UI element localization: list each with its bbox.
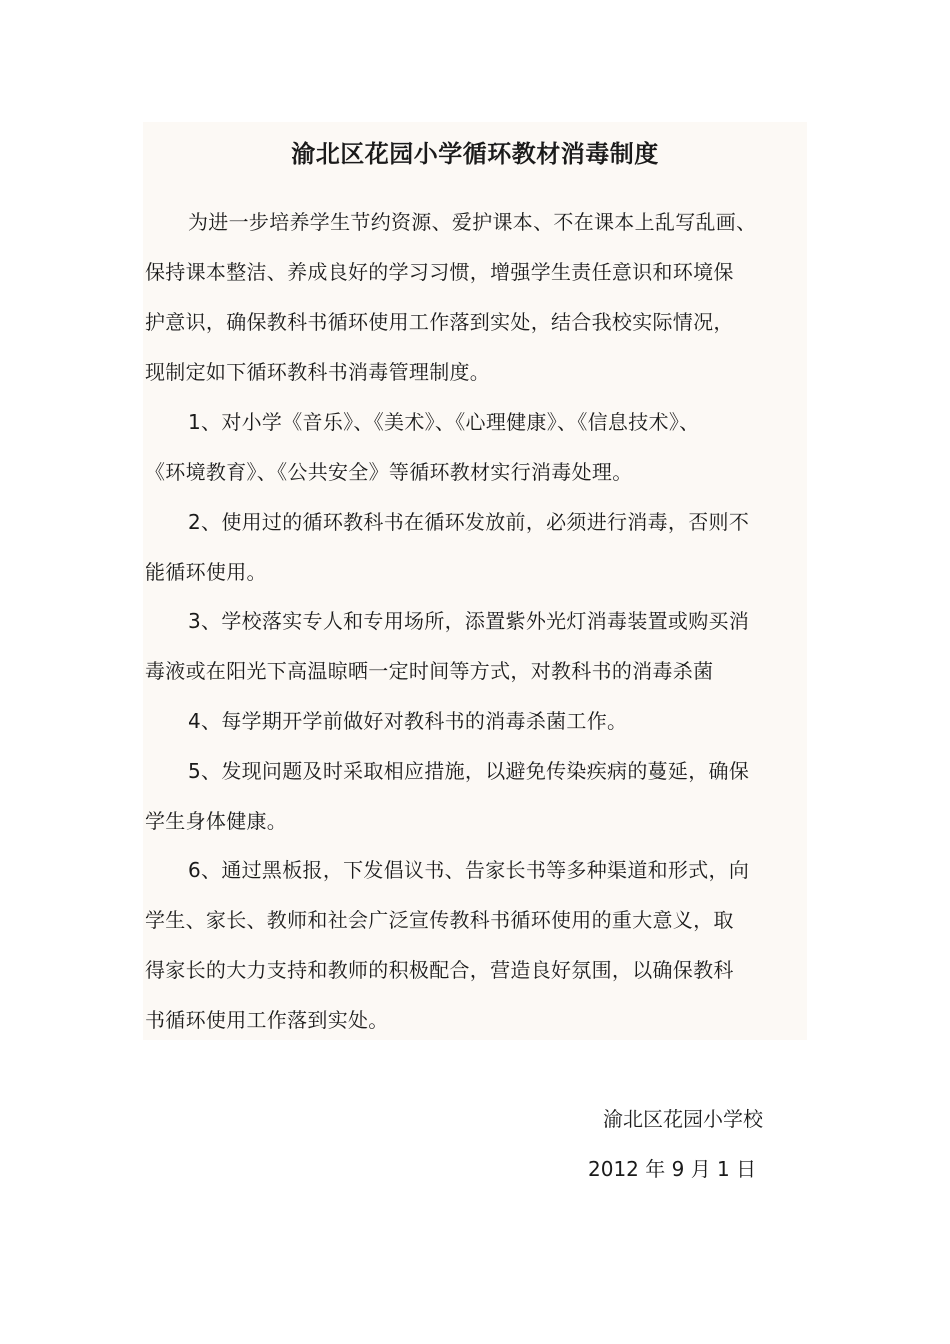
- rule-1-line: 《环境教育》、《公共安全》等循环教材实行消毒处理。: [145, 460, 633, 484]
- rule-6-line: 书循环使用工作落到实处。: [145, 1008, 389, 1032]
- rule-6-line: 学生、家长、教师和社会广泛宣传教科书循环使用的重大意义，取: [145, 908, 734, 932]
- signature-date: 2012 年 9 月 1 日: [588, 1157, 757, 1181]
- rule-5-line: 5、发现问题及时采取相应措施，以避免传染疾病的蔓延，确保: [188, 759, 750, 783]
- rule-4-line: 4、每学期开学前做好对教科书的消毒杀菌工作。: [188, 709, 628, 733]
- rule-3-line: 3、学校落实专人和专用场所，添置紫外光灯消毒装置或购买消: [188, 609, 750, 633]
- paragraph-line: 现制定如下循环教科书消毒管理制度。: [145, 360, 491, 384]
- rule-2-line: 2、使用过的循环教科书在循环发放前，必须进行消毒，否则不: [188, 510, 750, 534]
- document-title: 渝北区花园小学循环教材消毒制度: [291, 140, 659, 168]
- paragraph-line: 为进一步培养学生节约资源、爱护课本、不在课本上乱写乱画、: [188, 210, 757, 234]
- rule-6-line: 得家长的大力支持和教师的积极配合，营造良好氛围，以确保教科: [145, 958, 734, 982]
- rule-6-line: 6、通过黑板报，下发倡议书、告家长书等多种渠道和形式，向: [188, 858, 750, 882]
- rule-3-line: 毒液或在阳光下高温晾晒一定时间等方式，对教科书的消毒杀菌: [145, 659, 714, 683]
- rule-1-line: 1、对小学《音乐》、《美术》、《心理健康》、《信息技术》、: [188, 410, 700, 434]
- signature-school: 渝北区花园小学校: [603, 1107, 763, 1131]
- paragraph-line: 保持课本整洁、养成良好的学习习惯，增强学生责任意识和环境保: [145, 260, 734, 284]
- rule-5-line: 学生身体健康。: [145, 809, 288, 833]
- paragraph-line: 护意识，确保教科书循环使用工作落到实处，结合我校实际情况，: [145, 310, 734, 334]
- rule-2-line: 能循环使用。: [145, 560, 267, 584]
